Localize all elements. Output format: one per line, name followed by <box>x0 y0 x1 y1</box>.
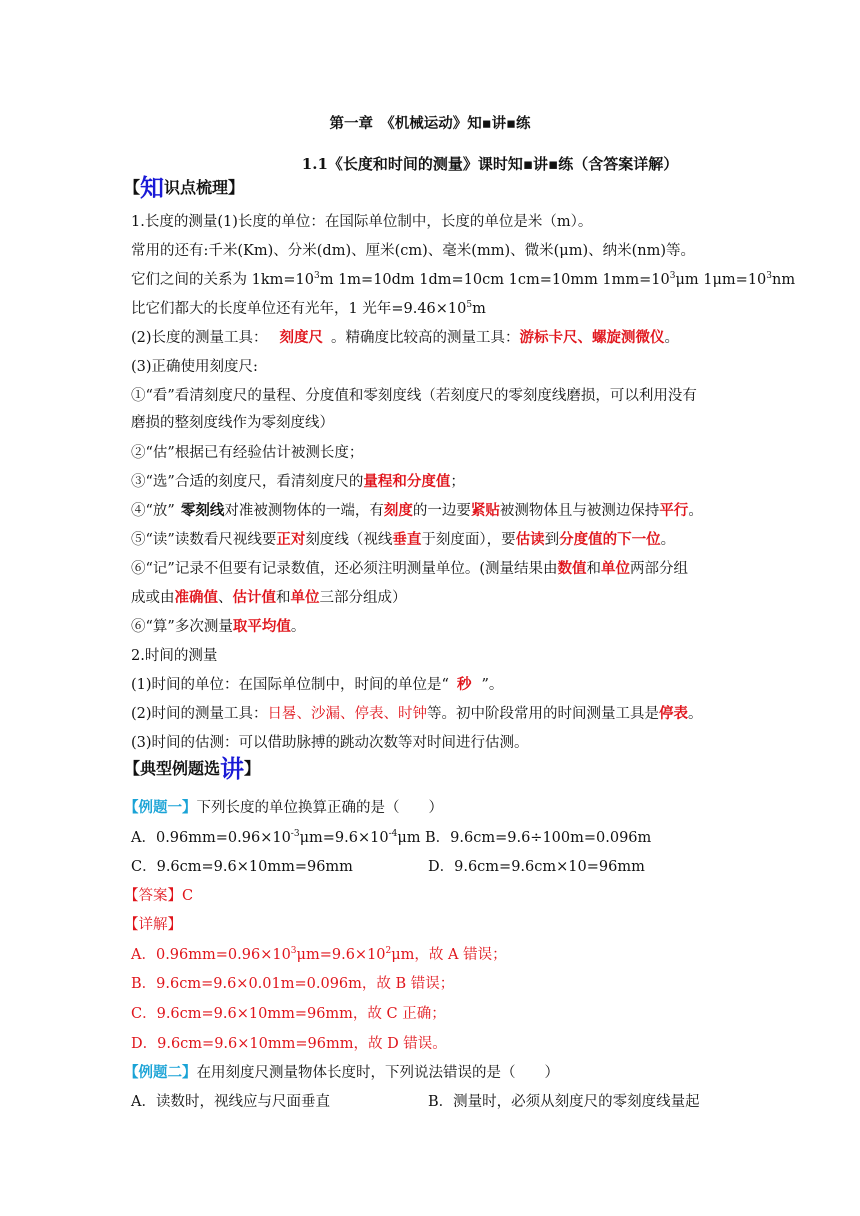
example-1-detail-label: 【详解】 <box>124 917 182 933</box>
section-examples-heading: 【典型例题选讲】 <box>124 754 261 783</box>
example-1-option-c: C．9.6cm=9.6×10mm=96mm <box>131 859 353 875</box>
example-1-option-b: B．9.6cm=9.6÷100m=0.096m <box>425 830 652 846</box>
paragraph-look-2: 磨损的整刻度线作为零刻度线） <box>131 415 334 431</box>
paragraph-time-unit: (1)时间的单位：在国际单位制中，时间的单位是“ 秒 ”。 <box>131 676 504 693</box>
paragraph-length-tools: (2)长度的测量工具： 刻度尺 。精确度比较高的测量工具：游标卡尺、螺旋测微仪。 <box>131 329 680 346</box>
paragraph-estimate: ②“估”根据已有经验估计被测长度； <box>131 445 364 461</box>
paragraph-time-tools: (2)时间的测量工具：日晷、沙漏、停表、时钟等。初中阶段常用的时间测量工具是停表。 <box>131 705 703 722</box>
example-1-detail-a: A．$0.96mm=0.96\times 10^3\mu m=9.6\times 10^2\mu m$，故 A 错误； <box>131 946 507 963</box>
paragraph-time-measure: 2.时间的测量 <box>131 648 218 664</box>
paragraph-length-unit: 1.长度的测量(1)长度的单位：在国际单位制中，长度的单位是米（m）。 <box>131 214 593 230</box>
example-1-detail-b: B．9.6cm=9.6×0.01m=0.096m，故 B 错误； <box>131 976 455 992</box>
paragraph-light-year: 比它们都大的长度单位还有光年，1 光年$=9.46\times 10^5m$ <box>131 300 486 317</box>
paragraph-ruler-usage-title: (3)正确使用刻度尺: <box>131 359 258 375</box>
chapter-title: 第一章 《机械运动》知▪讲▪练 <box>329 115 531 132</box>
paragraph-look-1: ①“看”看清刻度尺的量程、分度值和零刻度线（若刻度尺的零刻度线磨损，可以利用没有 <box>131 388 697 404</box>
paragraph-calculate: ⑥“算”多次测量取平均值。 <box>131 618 306 635</box>
example-1-question: 【例题一】下列长度的单位换算正确的是（ ） <box>124 799 443 816</box>
example-1-answer: 【答案】C <box>124 888 194 904</box>
example-1-option-d: D．9.6cm=9.6cm×10=96mm <box>428 859 645 875</box>
example-1-detail-c: C．9.6cm=9.6×10mm=96mm，故 C 正确； <box>131 1006 446 1022</box>
paragraph-place: ④“放” 零刻线对准被测物体的一端，有刻度的一边要紧贴被测物体且与被测边保持平行。 <box>131 502 703 519</box>
section-knowledge-heading: 【知识点梳理】 <box>124 173 245 202</box>
lesson-title: 1.1《长度和时间的测量》课时知▪讲▪练（含答案详解） <box>301 155 679 173</box>
paragraph-unit-relations: 它们之间的关系为 $1km=10^3m$ 1m=10dm 1dm=10cm 1cm=10mm $1mm=10^3\mu m$ $1\mu m=10^3nm$ <box>131 271 796 288</box>
paragraph-record-1: ⑥“记”记录不但要有记录数值，还必须注明测量单位。(测量结果由数值和单位两部分组 <box>131 560 688 577</box>
paragraph-choose: ③“选”合适的刻度尺，看清刻度尺的量程和分度值； <box>131 473 465 490</box>
example-2-question: 【例题二】在用刻度尺测量物体长度时，下列说法错误的是（ ） <box>124 1064 559 1081</box>
example-1-detail-d: D．9.6cm=9.6×10mm=96mm，故 D 错误。 <box>131 1036 447 1052</box>
paragraph-record-2: 成或由准确值、估计值和单位三部分组成） <box>131 589 407 606</box>
example-2-option-a: A．读数时，视线应与尺面垂直 <box>131 1094 330 1110</box>
paragraph-time-estimate: (3)时间的估测：可以借助脉搏的跳动次数等对时间进行估测。 <box>131 735 529 751</box>
example-1-option-a: A．$0.96mm=0.96\times 10^{-3}\mu m=9.6\times 10^{-4}\mu m$ <box>131 829 421 846</box>
example-2-option-b: B．测量时，必须从刻度尺的零刻度线量起 <box>428 1094 700 1110</box>
paragraph-common-units: 常用的还有:千米(Km)、分米(dm)、厘米(cm)、毫米(mm)、微米(μm)、纳米(nm)等。 <box>131 243 696 259</box>
paragraph-read: ⑤“读”读数看尺视线要正对刻度线（视线垂直于刻度面），要估读到分度值的下一位。 <box>131 531 676 548</box>
